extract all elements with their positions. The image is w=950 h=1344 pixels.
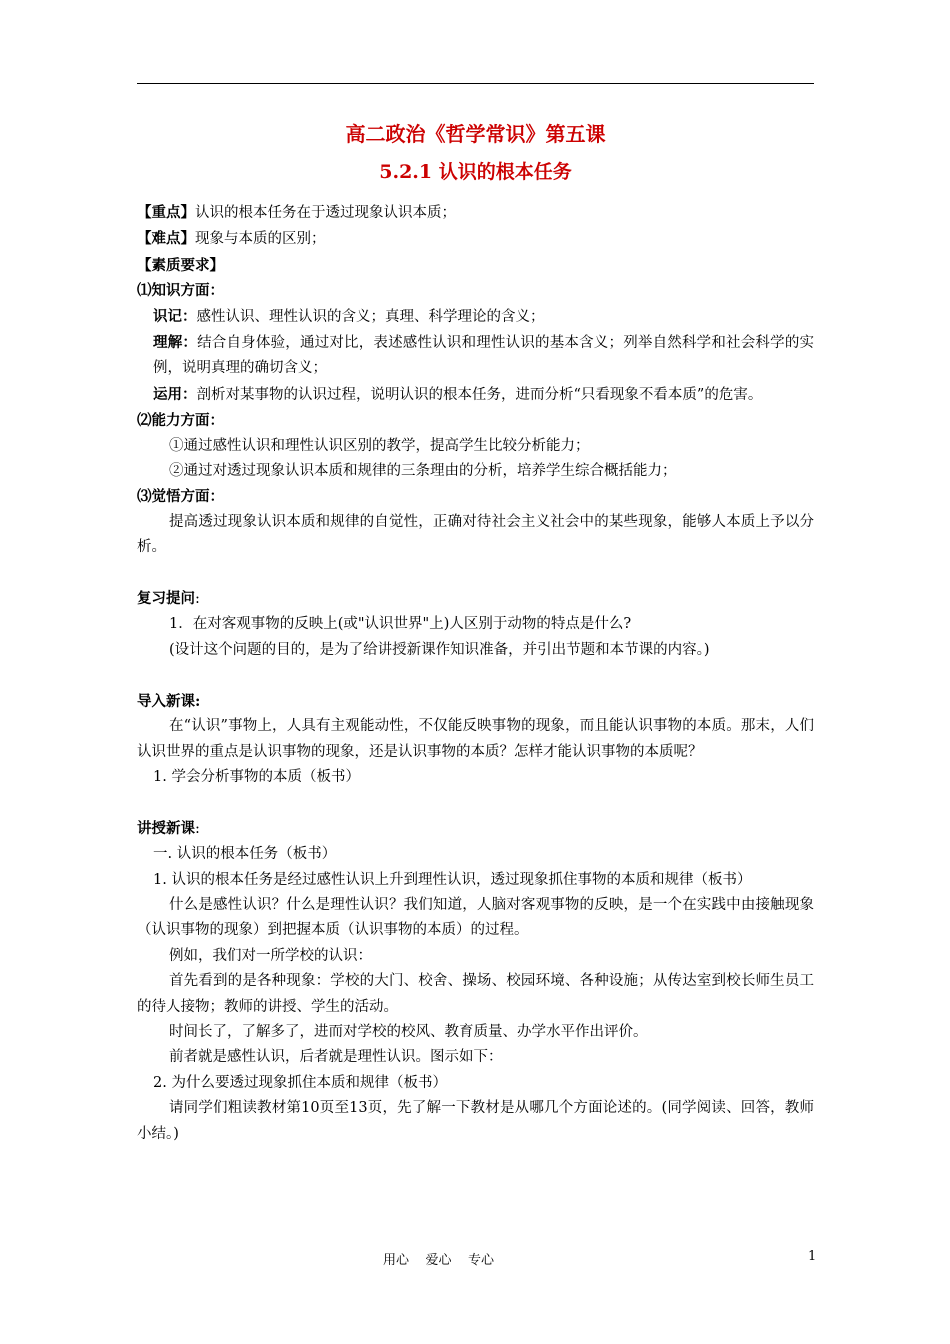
- page-subtitle: 5.2.1 认识的根本任务: [379, 161, 572, 183]
- ability-item-2: ②通过对透过现象认识本质和规律的三条理由的分析，培养学生综合概括能力；: [169, 463, 677, 480]
- lecture-point-2: 2. 为什么要透过现象抓住本质和规律（板书）: [153, 1074, 447, 1091]
- footer-motto: 用心 爱心 专心: [383, 1253, 495, 1268]
- header-rule: [137, 83, 814, 84]
- memorize-text: 感性认识、理性认识的含义；真理、科学理论的含义；: [196, 308, 545, 325]
- memorize-label: 识记：: [153, 307, 197, 325]
- key-point-label: 【重点】: [137, 204, 195, 221]
- review-colon: :: [195, 591, 200, 608]
- awareness-heading: ⑶觉悟方面：: [137, 488, 224, 506]
- ability-item-1: ①通过感性认识和理性认识区别的教学，提高学生比较分析能力；: [169, 437, 590, 454]
- lecture-label: 讲授新课: [137, 819, 195, 837]
- knowledge-heading: ⑴知识方面：: [137, 282, 224, 300]
- difficulty-label: 【难点】: [137, 230, 195, 248]
- understand-label: 理解：: [153, 334, 198, 352]
- lecture-paragraph-4: 时间长了，了解多了，进而对学校的校风、教育质量、办学水平作出评价。: [169, 1023, 648, 1040]
- ability-heading: ⑵能力方面：: [137, 412, 224, 430]
- review-heading: [137, 586, 814, 612]
- quality-requirements-heading: 【素质要求】: [137, 256, 224, 274]
- awareness-text: 提高透过现象认识本质和规律的自觉性，正确对待社会主义社会中的某些现象，能够人本质上予以分析。: [137, 513, 814, 556]
- page-title: 高二政治《哲学常识》第五课: [345, 122, 606, 146]
- intro-board-note: 1. 学会分析事物的本质（板书）: [153, 768, 360, 785]
- understand-line: [137, 330, 814, 382]
- document-body: [137, 118, 814, 1147]
- lesson-text: [137, 200, 814, 1147]
- page-number: 1: [808, 1249, 817, 1264]
- understand-text: 结合自身体验，通过对比，表述感性认识和理性认识的基本含义；列举自然科学和社会科学的实例，说明真理的确切含义；: [153, 335, 815, 377]
- difficulty-text: 现象与本质的区别；: [195, 231, 326, 248]
- apply-label: 运用：: [153, 385, 197, 403]
- lecture-paragraph-6: 请同学们粗读教材第10页至13页，先了解一下教材是从哪几个方面论述的。(同学阅读、回答，教师小结。): [137, 1100, 814, 1142]
- apply-text: 剖析对某事物的认识过程，说明认识的根本任务，进而分析“只看现象不看本质”的危害。: [196, 386, 763, 403]
- key-point-text: 认识的根本任务在于透过现象认识本质；: [195, 205, 456, 221]
- key-point-line: [137, 200, 814, 226]
- memorize-line: [137, 304, 814, 330]
- lecture-section-1: 一. 认识的根本任务（板书）: [153, 846, 337, 863]
- intro-heading: 导入新课:: [137, 692, 201, 710]
- intro-text: 在“认识”事物上，人具有主观能动性，不仅能反映事物的现象，而且能认识事物的本质。那末，人们认识世界的重点是认识事物的现象，还是认识事物的本质？怎样才能认识事物的本质呢？: [137, 718, 814, 760]
- lecture-heading: [137, 816, 814, 842]
- lecture-paragraph-5: 前者就是感性认识，后者就是理性认识。图示如下：: [169, 1049, 503, 1066]
- lecture-paragraph-3: 首先看到的是各种现象：学校的大门、校舍、操场、校园环境、各种设施；从传达室到校长师生员工的待人接物；教师的讲授、学生的活动。: [137, 973, 814, 1015]
- difficulty-line: [137, 226, 814, 252]
- lecture-paragraph-1: 什么是感性认识？什么是理性认识？我们知道，人脑对客观事物的反映，是一个在实践中由接触现象（认识事物的现象）到把握本质（认识事物的本质）的过程。: [137, 896, 814, 939]
- lecture-colon: :: [195, 820, 200, 837]
- apply-line: [137, 382, 814, 408]
- lecture-point-1: 1. 认识的根本任务是经过感性认识上升到理性认识，透过现象抓住事物的本质和规律（板书）: [153, 871, 752, 888]
- review-question-1: 1．在对客观事物的反映上(或"认识世界"上)人区别于动物的特点是什么?: [169, 616, 632, 633]
- review-label: 复习提问: [137, 590, 195, 608]
- lecture-paragraph-2: 例如，我们对一所学校的认识：: [169, 947, 372, 964]
- review-question-note: (设计这个问题的目的，是为了给讲授新课作知识准备，并引出节题和本节课的内容。): [169, 641, 710, 658]
